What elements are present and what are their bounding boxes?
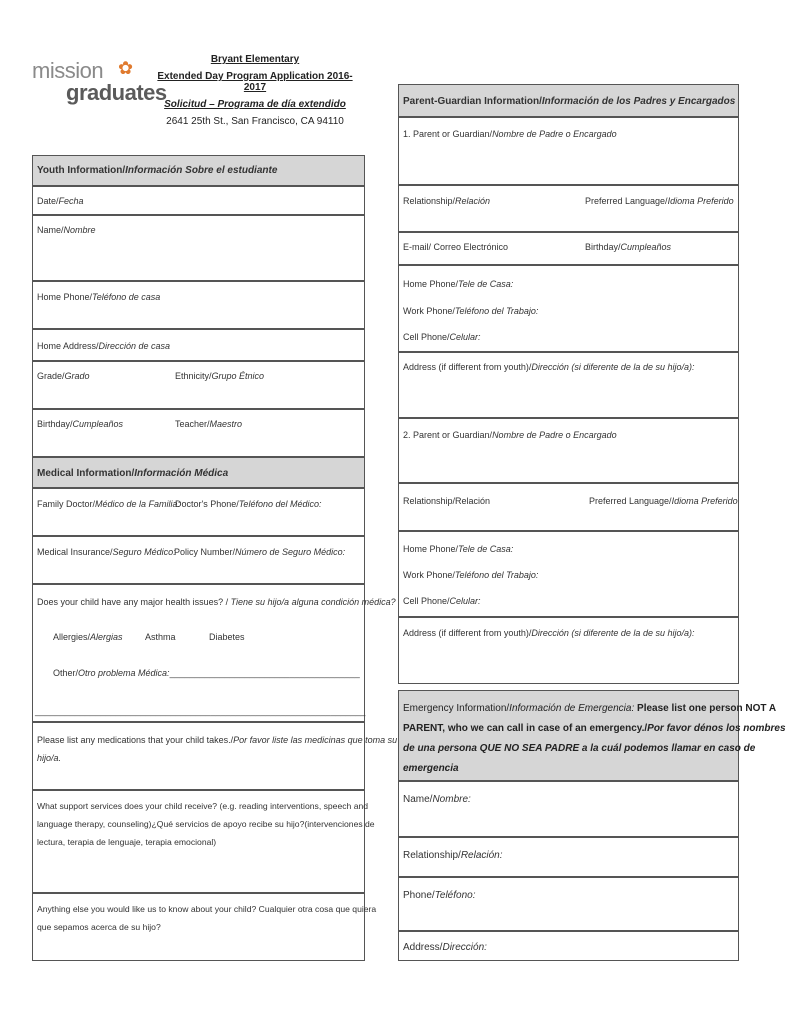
emergency-t2-es: Por favor dénos los nombres xyxy=(647,723,786,734)
medical-other-es: Otro problema Médica: xyxy=(78,668,170,678)
medical-doctor-phone-es: Teléfono del Médico: xyxy=(238,499,322,509)
parent-p1-es: Nombre de Padre o Encargado xyxy=(492,129,617,139)
emergency-t2: PARENT, who we can call in case of an emergency./ xyxy=(403,723,648,734)
other-continuation-line[interactable]: __________________________________________________________________ xyxy=(35,706,366,716)
parent-address-es: Dirección (si diferente de la de su hijo/a): xyxy=(531,628,695,638)
medical-health-q: Does your child have any major health issues? / xyxy=(37,597,231,607)
youth-name-es: Nombre xyxy=(63,225,96,235)
field-label xyxy=(175,371,264,381)
youth-home-address: Home Address/ xyxy=(37,341,99,351)
field-label xyxy=(403,129,617,139)
field-label xyxy=(37,468,228,479)
field-label xyxy=(403,196,490,206)
youth-section-header xyxy=(32,155,365,186)
field-label xyxy=(403,332,481,342)
medical-title-es: Información Médica xyxy=(134,468,229,479)
youth-teacher: Teacher/ xyxy=(175,419,210,429)
field-label xyxy=(403,544,513,554)
parent-work-phone-es: Teléfono del Trabajo: xyxy=(454,306,539,316)
medical-support1: What support services does your child receive? (e.g. reading interventions, speech and xyxy=(37,801,369,811)
parent2-name-field[interactable] xyxy=(398,418,739,483)
medical-doctor-phone: Doctor's Phone/ xyxy=(175,499,239,509)
medical-insurance-es: Seguro Médico: xyxy=(112,547,176,557)
field-label xyxy=(403,570,538,580)
field-label xyxy=(174,547,345,557)
parent-cell-es: Celular: xyxy=(449,332,481,342)
logo-word-graduates: graduates xyxy=(66,80,167,105)
parent-home-phone-es: Tele de Casa: xyxy=(458,544,514,554)
youth-title-es: Información Sobre el estudiante xyxy=(125,165,278,176)
form-header xyxy=(150,54,360,127)
youth-ethnicity-es: Grupo Étnico xyxy=(211,371,265,381)
field-label xyxy=(37,597,396,607)
anything-else-field[interactable] xyxy=(32,893,377,961)
field-label xyxy=(37,165,277,176)
emergency-address-es: Dirección: xyxy=(442,942,487,953)
program-title: Extended Day Program Application 2016-2017 xyxy=(157,71,353,93)
field-label xyxy=(37,419,123,429)
youth-date: Date/ xyxy=(37,196,59,206)
home-phone-field[interactable] xyxy=(32,281,365,329)
parent-work-phone-es: Teléfono del Trabajo: xyxy=(454,570,539,580)
youth-title: Youth Information/ xyxy=(37,165,126,176)
medications-field[interactable] xyxy=(32,722,398,790)
field-label xyxy=(403,850,503,861)
medical-insurance: Medical Insurance/ xyxy=(37,547,113,557)
youth-home-phone-es: Teléfono de casa xyxy=(92,292,161,302)
allergies-option[interactable] xyxy=(53,632,123,642)
field-label xyxy=(37,225,96,235)
emergency-relationship-field[interactable] xyxy=(398,837,739,877)
field-label xyxy=(37,499,180,509)
school-address: 2641 25th St., San Francisco, CA 94110 xyxy=(166,116,344,127)
logo xyxy=(32,58,167,108)
medical-allergies: Allergies/ xyxy=(53,632,91,642)
parent-home-phone: Home Phone/ xyxy=(403,279,459,289)
youth-home-address-es: Dirección de casa xyxy=(98,341,171,351)
parent-p2-es: Nombre de Padre o Encargado xyxy=(492,430,617,440)
youth-teacher-es: Maestro xyxy=(209,419,243,429)
date-field[interactable] xyxy=(32,186,365,215)
medical-doctor: Family Doctor/ xyxy=(37,499,96,509)
name-field[interactable] xyxy=(32,215,365,281)
youth-grade: Grade/ xyxy=(37,371,65,381)
parent-address: Address (if different from youth)/ xyxy=(403,362,532,372)
medical-other: Other/ xyxy=(53,668,79,678)
field-label xyxy=(403,430,617,440)
parent1-address-field[interactable] xyxy=(398,352,739,418)
emergency-t1-b: Please list one person NOT A xyxy=(634,703,777,714)
parent-birthday: Birthday/ xyxy=(585,242,621,252)
youth-birthday: Birthday/ xyxy=(37,419,73,429)
insurance-row[interactable] xyxy=(32,536,365,584)
health-issues-block[interactable] xyxy=(32,584,396,722)
doctor-row[interactable] xyxy=(32,488,365,536)
parent-address: Address (if different from youth)/ xyxy=(403,628,532,638)
parent-p2: 2. Parent or Guardian/ xyxy=(403,430,493,440)
parent-work-phone: Work Phone/ xyxy=(403,570,455,580)
birthday-teacher-row[interactable] xyxy=(32,409,365,457)
parent-p1: 1. Parent or Guardian/ xyxy=(403,129,493,139)
diabetes-option[interactable]: Diabetes xyxy=(209,632,245,642)
parent-title: Parent-Guardian Information/ xyxy=(403,96,542,107)
parent-language2-es: Idioma Preferido xyxy=(671,496,738,506)
medical-other-line: ______________________________________ xyxy=(169,668,360,678)
emergency-phone-field[interactable] xyxy=(398,877,739,931)
parent2-relationship-row[interactable] xyxy=(398,483,739,531)
field-label xyxy=(37,547,176,557)
parent2-phones[interactable] xyxy=(398,531,739,617)
emergency-t1: Emergency Information/ xyxy=(403,703,510,714)
field-label xyxy=(585,196,734,206)
youth-date-es: Fecha xyxy=(58,196,84,206)
field-label xyxy=(37,371,90,381)
field-label xyxy=(37,735,397,745)
field-label xyxy=(403,628,694,638)
emergency-phone-es: Teléfono: xyxy=(434,890,476,901)
medical-support2: language therapy, counseling)¿Qué servicios de apoyo recibe su hijo?(intervenciones de xyxy=(37,819,375,829)
emergency-relationship-es: Relación: xyxy=(460,850,503,861)
parent-home-phone-es: Tele de Casa: xyxy=(458,279,514,289)
grade-ethnicity-row[interactable] xyxy=(32,361,365,409)
program-title-es: Solicitud – Programa de día extendido xyxy=(164,99,346,110)
field-label xyxy=(403,942,487,953)
parent-language2: Preferred Language/ xyxy=(589,496,672,506)
parent-title-es: Información de los Padres y Encargados xyxy=(541,96,736,107)
flower-icon: ✿ xyxy=(118,58,134,78)
parent-home-phone: Home Phone/ xyxy=(403,544,459,554)
emergency-phone: Phone/ xyxy=(403,890,435,901)
parent1-email-row[interactable] xyxy=(398,232,739,265)
field-label xyxy=(37,196,84,206)
parent1-relationship-row[interactable] xyxy=(398,185,739,232)
medical-meds: Please list any medications that your child takes./ xyxy=(37,735,234,745)
parent-cell-es: Celular: xyxy=(449,596,481,606)
parent-address-es: Dirección (si diferente de la de su hijo/a): xyxy=(531,362,695,372)
emergency-relationship: Relationship/ xyxy=(403,850,461,861)
field-label xyxy=(403,306,538,316)
youth-ethnicity: Ethnicity/ xyxy=(175,371,212,381)
field-label xyxy=(403,96,735,107)
field-label xyxy=(403,890,475,901)
parent-email: E-mail/ Correo Electrónico xyxy=(403,242,509,252)
field-label xyxy=(37,341,170,351)
emergency-t4-es: emergencia xyxy=(403,763,459,774)
parent-birthday-es: Cumpleaños xyxy=(620,242,672,252)
parent-relationship-es: Relación xyxy=(455,196,491,206)
medical-section-header xyxy=(32,457,365,488)
support-services-field[interactable] xyxy=(32,790,375,893)
parent-language-es: Idioma Preferido xyxy=(667,196,734,206)
emergency-name: Name/ xyxy=(403,794,433,805)
emergency-name-field[interactable] xyxy=(398,781,739,837)
medical-meds-es2: hijo/a. xyxy=(37,753,62,763)
medical-title: Medical Information/ xyxy=(37,468,135,479)
medical-anything2: que sepamos acerca de su hijo? xyxy=(37,922,161,932)
youth-home-phone: Home Phone/ xyxy=(37,292,93,302)
home-address-field[interactable] xyxy=(32,329,365,361)
logo-word-mission: mission xyxy=(32,58,104,83)
emergency-t1-es: Información de Emergencia: xyxy=(509,703,635,714)
emergency-section-header xyxy=(398,690,786,781)
field-label xyxy=(589,496,738,506)
medical-allergies-es: Alergias xyxy=(90,632,123,642)
field-label xyxy=(175,419,242,429)
parent1-phones[interactable] xyxy=(398,265,739,352)
parent1-name-field[interactable] xyxy=(398,117,739,185)
field-label xyxy=(585,242,671,252)
parent-cell: Cell Phone/ xyxy=(403,332,450,342)
medical-meds-es: Por favor liste las medicinas que toma su xyxy=(233,735,398,745)
parent-cell: Cell Phone/ xyxy=(403,596,450,606)
medical-health-q-es: Tiene su hijo/a alguna condición médica? xyxy=(230,597,396,607)
other-option[interactable] xyxy=(53,668,360,678)
medical-policy: Policy Number/ xyxy=(174,547,236,557)
youth-birthday-es: Cumpleaños xyxy=(72,419,124,429)
emergency-address-field[interactable] xyxy=(398,931,739,961)
school-name: Bryant Elementary xyxy=(210,54,300,65)
parent-section-header xyxy=(398,84,739,117)
medical-support3: lectura, terapia de lenguaje, terapia emocional) xyxy=(37,837,217,847)
asthma-option[interactable]: Asthma xyxy=(145,632,176,642)
field-label xyxy=(37,292,160,302)
field-label xyxy=(403,279,513,289)
emergency-name-es: Nombre: xyxy=(432,794,471,805)
parent-work-phone: Work Phone/ xyxy=(403,306,455,316)
field-label xyxy=(403,794,471,805)
medical-doctor-es: Médico de la Familia: xyxy=(95,499,181,509)
field-label xyxy=(175,499,322,509)
medical-anything1: Anything else you would like us to know about your child? Cualquier otra cosa que quiera xyxy=(37,904,377,914)
parent-language: Preferred Language/ xyxy=(585,196,668,206)
emergency-address: Address/ xyxy=(403,942,443,953)
medical-policy-es: Número de Seguro Médico: xyxy=(235,547,346,557)
parent-relationship2: Relationship/Relación xyxy=(403,496,491,506)
field-label xyxy=(403,362,694,372)
parent-relationship: Relationship/ xyxy=(403,196,456,206)
parent2-address-field[interactable] xyxy=(398,617,739,684)
field-label xyxy=(403,596,481,606)
emergency-t3-es: de una persona QUE NO SEA PADRE a la cuál podemos llamar en caso de xyxy=(403,743,756,754)
youth-name: Name/ xyxy=(37,225,64,235)
youth-grade-es: Grado xyxy=(64,371,90,381)
